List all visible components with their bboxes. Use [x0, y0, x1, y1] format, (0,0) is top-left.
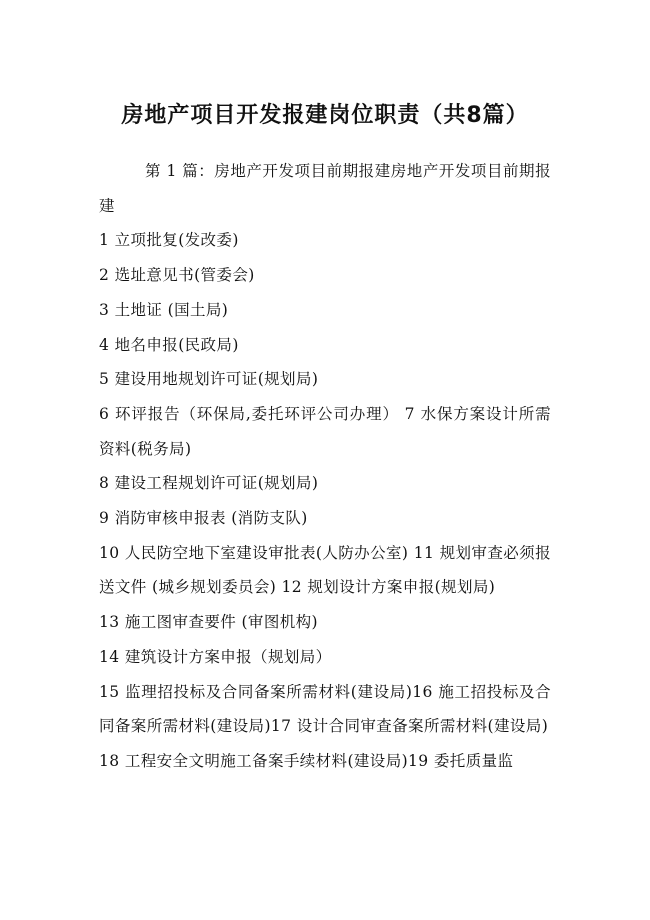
paragraph-item-14: 14 建筑设计方案申报（规划局）: [99, 647, 332, 666]
paragraph-item-9: 9 消防审核申报表 (消防支队): [99, 509, 308, 528]
paragraph-intro: 第 1 篇：房地产开发项目前期报建房地产开发项目前期报建: [99, 162, 551, 215]
paragraph-item-5: 5 建设用地规划许可证(规划局): [99, 370, 319, 389]
paragraph-item-2: 2 选址意见书(管委会): [99, 266, 255, 285]
paragraph-item-6-7: 6 环评报告（环保局,委托环评公司办理） 7 水保方案设计所需资料(税务局): [99, 404, 551, 458]
paragraph-item-13: 13 施工图审查要件 (审图机构): [99, 613, 318, 632]
paragraph-item-10-12: 10 人民防空地下室建设审批表(人防办公室) 11 规划审查必须报送文件 (城乡规划委员会) 12 规划设计方案申报(规划局): [99, 543, 551, 597]
paragraph-item-18-19: 18 工程安全文明施工备案手续材料(建设局)19 委托质量监: [99, 751, 514, 770]
paragraph-item-3: 3 土地证 (国土局): [99, 300, 229, 319]
paragraph-item-4: 4 地名申报(民政局): [99, 335, 239, 354]
paragraph-item-8: 8 建设工程规划许可证(规划局): [99, 474, 319, 493]
document-body: [99, 154, 551, 779]
paragraph-item-15-17: 15 监理招投标及合同备案所需材料(建设局)16 施工招投标及合同备案所需材料(建设局)17 设计合同审查备案所需材料(建设局): [99, 682, 551, 736]
document-title: 房地产项目开发报建岗位职责（共8篇）: [121, 103, 529, 128]
paragraph-item-1: 1 立项批复(发改委): [99, 231, 239, 250]
